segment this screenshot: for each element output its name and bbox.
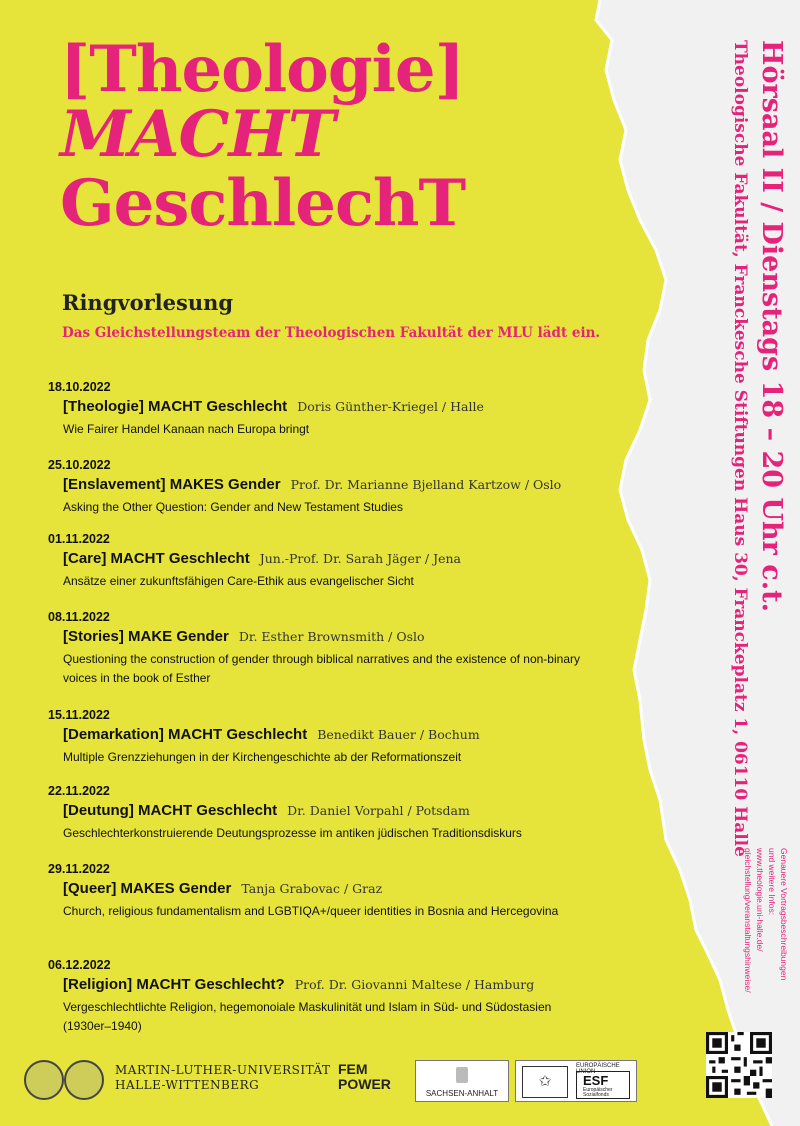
lecture-date: 25.10.2022: [48, 458, 111, 472]
venue-vertical: [716, 40, 788, 857]
crest-icon: [456, 1067, 468, 1083]
state-label: SACHSEN-ANHALT: [425, 1089, 499, 1098]
sachsen-anhalt-logo: [415, 1060, 509, 1102]
university-line-2: HALLE-WITTENBERG: [115, 1078, 260, 1092]
esf-sub-2: Sozialfonds: [583, 1092, 609, 1098]
info-vertical: [710, 848, 790, 1028]
info-line-2: und weitere Infos:: [767, 848, 777, 916]
lecture-speaker: Prof. Dr. Marianne Bjelland Kartzow / Oslo: [290, 477, 562, 492]
university-seal-icon: [24, 1060, 64, 1100]
eu-label: EUROPÄISCHE UNION: [576, 1063, 620, 1075]
lecture-description: Wie Fairer Handel Kanaan nach Europa bringt: [63, 422, 310, 436]
university-name: [115, 1063, 330, 1093]
eu-flag-icon: ✩: [522, 1066, 568, 1098]
lecture-title: [Deutung] MACHT Geschlecht: [63, 802, 278, 819]
title-line-3: GeschlechT: [60, 166, 466, 241]
esf-box: [576, 1071, 630, 1099]
lecture-title: [Religion] MACHT Geschlecht?: [63, 976, 285, 993]
lecture-date: 15.11.2022: [48, 708, 110, 722]
lecture-description: Vergeschlechtlichte Religion, hegemonoiale Maskulinität und Islam in Süd- und Südostasien (1930er–1940): [63, 1000, 552, 1033]
lecture-description: Questioning the construction of gender through biblical narratives and the existence of non-binary voices in the book of Esther: [63, 652, 580, 685]
lecture-description: Multiple Grenzziehungen in der Kirchengeschichte ab der Reformationszeit: [63, 750, 462, 764]
lecture-description: Geschlechterkonstruierende Deutungsprozesse im antiken jüdischen Traditionsdiskurs: [63, 826, 522, 840]
lecture-date: 18.10.2022: [48, 380, 111, 394]
lecture-speaker: Doris Günther-Kriegel / Halle: [297, 399, 484, 414]
lecture-speaker: Tanja Grabovac / Graz: [241, 881, 383, 896]
lecture-description: Asking the Other Question: Gender and New Testament Studies: [63, 500, 403, 514]
lecture-title: [Stories] MAKE Gender: [63, 628, 229, 645]
fem-line-1: FEM: [338, 1061, 368, 1077]
title-line-1: [Theologie]: [60, 32, 464, 107]
lecture-title: [Care] MACHT Geschlecht: [63, 550, 250, 567]
title-line-2: MACHT: [60, 97, 335, 172]
venue-address-line: Theologische Fakultät, Franckesche Stiftungen Haus 30, Franckeplatz 1, 06110 Halle: [730, 40, 750, 857]
lecture-date: 29.11.2022: [48, 862, 110, 876]
lecture-speaker: Prof. Dr. Giovanni Maltese / Hamburg: [294, 977, 535, 992]
lecture-speaker: Dr. Daniel Vorpahl / Potsdam: [287, 803, 470, 818]
series-title: Ringvorlesung: [62, 290, 234, 315]
venue-time-line: Hörsaal II / Dienstags 18 – 20 Uhr c.t.: [756, 40, 787, 612]
logo-footer: [0, 1050, 800, 1126]
fem-line-2: POWER: [338, 1076, 391, 1092]
fem-power-logo: [338, 1062, 391, 1092]
info-line-1: Genauere Vortragsbeschreibungen: [779, 848, 789, 981]
lecture-description: Ansätze einer zukunftsfähigen Care-Ethik aus evangelischer Sicht: [63, 574, 414, 588]
lecture-date: 01.11.2022: [48, 532, 110, 546]
lecture-title: [Theologie] MACHT Geschlecht: [63, 398, 288, 415]
lecture-speaker: Dr. Esther Brownsmith / Oslo: [238, 629, 425, 644]
info-link-2[interactable]: gleichstellung/veranstaltungshinweise/: [743, 848, 753, 993]
esf-sub-1: Europäischer: [583, 1087, 613, 1093]
invitation-line: Das Gleichstellungsteam der Theologischen Fakultät der MLU lädt ein.: [62, 325, 601, 341]
esf-label: ESF: [583, 1073, 609, 1088]
lecture-speaker: Benedikt Bauer / Bochum: [317, 727, 480, 742]
lecture-description: Church, religious fundamentalism and LGBTIQA+/queer identities in Bosnia and Hercegovina: [63, 904, 559, 918]
lecture-speaker: Jun.-Prof. Dr. Sarah Jäger / Jena: [259, 551, 461, 566]
lecture-date: 06.12.2022: [48, 958, 111, 972]
university-line-1: MARTIN-LUTHER-UNIVERSITÄT: [115, 1063, 331, 1077]
eu-esf-logo: [515, 1060, 637, 1102]
lecture-date: 08.11.2022: [48, 610, 110, 624]
lecture-title: [Enslavement] MAKES Gender: [63, 476, 281, 493]
lecture-title: [Queer] MAKES Gender: [63, 880, 232, 897]
esf-sub: [583, 1088, 612, 1098]
university-seal-icon: [64, 1060, 104, 1100]
info-link-1[interactable]: www.theologie.uni-halle.de/: [755, 848, 765, 952]
poster-title: [60, 32, 580, 241]
lecture-date: 22.11.2022: [48, 784, 110, 798]
lecture-title: [Demarkation] MACHT Geschlecht: [63, 726, 308, 743]
